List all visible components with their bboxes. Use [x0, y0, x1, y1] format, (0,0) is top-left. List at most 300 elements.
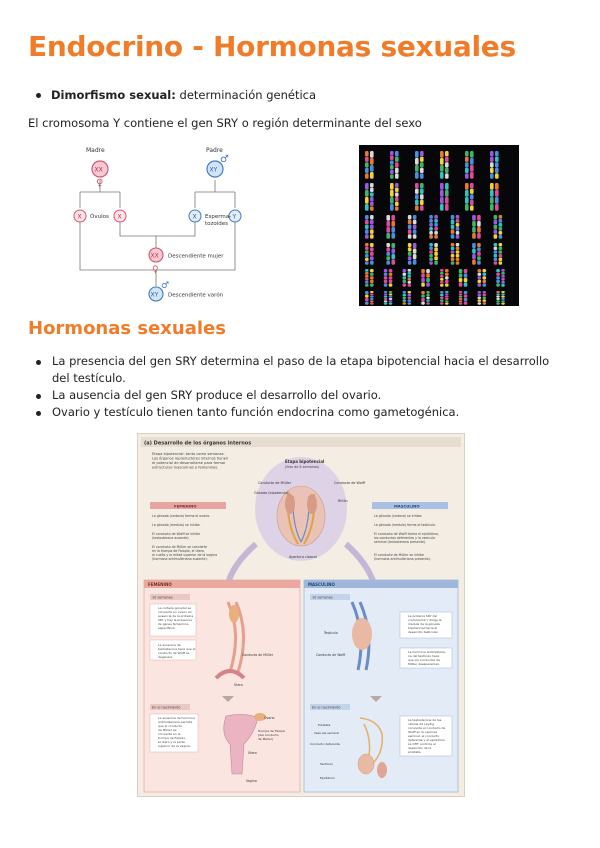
chromosome-band [465, 173, 469, 178]
chromosome-band [456, 247, 460, 250]
chromosome-band [499, 227, 503, 231]
male-symbol-icon: ♂ [220, 154, 229, 165]
ovulos-label: Óvulos [90, 214, 109, 220]
chromosome-band [390, 160, 394, 164]
svg-text:deferente y el epidídimo.: deferente y el epidídimo. [408, 738, 446, 742]
chromosome-band [445, 303, 449, 305]
chromosome-band [483, 299, 487, 302]
chromosome-band [415, 158, 419, 165]
chromosome-band [496, 300, 500, 302]
chromosome-band [429, 235, 433, 239]
chromosome-band [365, 225, 369, 230]
chromosome-band [426, 297, 430, 300]
svg-text:La gónada (corteza) forma el o: La gónada (corteza) forma el ovario. [152, 514, 211, 518]
chromosome-band [415, 183, 419, 188]
chromosome-band [470, 158, 474, 165]
svg-text:Útero: Útero [248, 751, 257, 755]
chromosome-band [415, 205, 419, 210]
chromosome-band [395, 183, 399, 187]
chromosome-band [494, 254, 498, 257]
chromosome-band [408, 294, 412, 297]
chromosome-band [365, 272, 369, 275]
chromosome-band [490, 151, 494, 156]
svg-text:Müller desaparezcan.: Müller desaparezcan. [408, 662, 441, 666]
chromosome-band [490, 173, 494, 178]
svg-text:los conductos deferentes y la: los conductos deferentes y la vesícula [374, 536, 435, 540]
descendiente-varon-label: Descendiente varón [168, 292, 224, 299]
svg-text:Vagina: Vagina [246, 779, 257, 783]
chromosome-band [465, 197, 469, 204]
chromosome-band [365, 204, 369, 211]
chromosome-band [421, 291, 425, 294]
svg-text:degenere.: degenere. [158, 655, 174, 659]
chromosome-band [440, 158, 444, 165]
chromosome-band [413, 254, 417, 259]
chromosome-band [365, 258, 369, 261]
chromosome-band [478, 294, 482, 297]
svg-text:Ovario: Ovario [264, 716, 275, 720]
chromosome-band [386, 227, 390, 233]
chromosome-band [415, 165, 419, 172]
bipotential-organs [277, 486, 325, 546]
chromosome-band [365, 190, 369, 197]
chromosome-band [477, 243, 481, 247]
chromosome-band [370, 197, 374, 201]
chromosome-band [384, 300, 388, 302]
chromosome-band [421, 295, 425, 298]
chromosome-band [389, 280, 393, 283]
chromosome-band [496, 273, 500, 276]
chromosome-band [365, 183, 369, 190]
chromosome-band [464, 283, 468, 287]
chromosome-band [408, 291, 412, 294]
chromosome-band [408, 252, 412, 256]
chromosome-band [429, 231, 433, 235]
chromosome-band [421, 302, 425, 305]
chromosome-band [477, 261, 481, 265]
svg-text:Conducto de Müller: Conducto de Müller [242, 653, 274, 657]
chromosome-band [370, 261, 374, 265]
chromosome-band [408, 297, 412, 300]
chromosome-band [420, 173, 424, 178]
chromosome-band [370, 298, 374, 300]
list-item: La presencia del gen SRY determina el paso de la etapa bipotencial hacia el desarrollo del testículo. [36, 353, 566, 387]
chromosome-band [429, 227, 433, 231]
chromosome-band [465, 183, 469, 190]
chromosome-band [370, 252, 374, 256]
chromosome-band [440, 278, 444, 281]
chromosome-band [365, 220, 369, 225]
chromosome-band [445, 276, 449, 279]
svg-text:Conducto de Wolff: Conducto de Wolff [334, 481, 366, 485]
chromosome-band [370, 280, 374, 283]
chromosome-band [440, 275, 444, 278]
chromosome-band [434, 247, 438, 251]
svg-text:La gónada (medula) se inhibe.: La gónada (medula) se inhibe. [152, 523, 201, 527]
chromosome-band [478, 276, 482, 279]
chromosome-band [470, 183, 474, 188]
svg-text:seminal (testosterona presente: seminal (testosterona presente). [374, 540, 427, 544]
chromosome-band [370, 291, 374, 293]
chromosome-band [420, 189, 424, 194]
chromosome-band [384, 273, 388, 276]
svg-text:♀: ♀ [152, 265, 159, 275]
chromosome-band [494, 258, 498, 261]
chromosome-band [445, 291, 449, 293]
chromosome-band [389, 298, 393, 300]
chromosome-band [440, 197, 444, 204]
svg-text:(hormona antimulleriana presen: (hormona antimulleriana presente). [374, 557, 431, 561]
chromosome-band [478, 299, 482, 302]
chromosome-band [477, 227, 481, 233]
chromosome-band [459, 291, 463, 293]
svg-text:10 semanas: 10 semanas [152, 595, 173, 600]
chromosome-band [459, 303, 463, 305]
chromosome-band [445, 168, 449, 173]
chromosome-band [415, 172, 419, 179]
chromosome-band [365, 269, 369, 272]
chromosome-band [429, 261, 433, 264]
chromosome-band [451, 258, 455, 261]
chromosome-band [403, 276, 407, 279]
svg-text:convierta en la: convierta en la [158, 732, 181, 736]
svg-text:X: X [77, 213, 82, 221]
svg-text:Wolff en la vesícula: Wolff en la vesícula [408, 730, 438, 734]
chromosome-band [420, 151, 424, 156]
chromosome-band [365, 278, 369, 281]
chromosome-band [451, 225, 455, 230]
svg-text:MASCULINO: MASCULINO [308, 582, 335, 587]
chromosome-band [386, 215, 390, 221]
chromosome-band [472, 221, 476, 227]
chromosome-band [370, 215, 374, 220]
chromosome-band [483, 294, 487, 297]
chromosome-band [408, 220, 412, 225]
chromosome-band [499, 254, 503, 257]
svg-text:La ausencia de hormona: La ausencia de hormona [158, 716, 195, 720]
chromosome-band [464, 298, 468, 301]
chromosome-band [429, 219, 433, 223]
chromosome-band [434, 227, 438, 231]
chromosome-band [440, 294, 444, 297]
bullet-dot [36, 93, 41, 98]
chromosome-band [456, 219, 460, 223]
chromosome-band [499, 250, 503, 253]
chromosome-band [495, 162, 499, 167]
chromosome-band [434, 215, 438, 219]
chromosome-band [499, 258, 503, 261]
chromosome-band [445, 197, 449, 204]
svg-text:(del conducto: (del conducto [258, 733, 279, 737]
svg-text:La hormona antimülleria-: La hormona antimülleria- [408, 650, 446, 654]
chromosome-band [413, 234, 417, 239]
chromosome-band [426, 302, 430, 305]
chromosome-band [477, 215, 481, 221]
chromosome-band [390, 156, 394, 160]
svg-text:médula de la gónada: médula de la gónada [408, 622, 440, 626]
svg-text:FEMENINO: FEMENINO [148, 582, 172, 587]
female-symbol-icon: ♀ [96, 178, 104, 189]
svg-text:Gónada (bipotencial): Gónada (bipotencial) [254, 491, 290, 495]
chromosome-band [370, 202, 374, 206]
chromosome-band [384, 283, 388, 286]
chromosome-band [391, 260, 395, 265]
svg-text:Etapa bipotencial: tanto como: Etapa bipotencial: tanto como semanas. [152, 452, 225, 456]
chromosome-band [459, 278, 463, 282]
chromosome-band [490, 157, 494, 162]
chromosome-band [403, 299, 407, 302]
chromosome-band [440, 299, 444, 302]
chromosome-band [434, 261, 438, 265]
chromosome-band [459, 298, 463, 300]
chromosome-band [445, 151, 449, 156]
svg-text:cromosoma Y dirige la: cromosoma Y dirige la [408, 618, 442, 622]
chromosome-band [426, 283, 430, 287]
chromosome-band [470, 200, 474, 205]
chromosome-band [408, 256, 412, 260]
chromosome-band [370, 229, 374, 234]
svg-text:X: X [117, 213, 122, 221]
chromosome-band [495, 168, 499, 173]
chromosome-band [445, 293, 449, 295]
svg-text:♂: ♂ [161, 281, 170, 291]
svg-text:X: X [192, 213, 197, 221]
esperma-label-1: Esperma- [205, 214, 232, 220]
chromosome-band [386, 221, 390, 227]
chromosome-band [429, 254, 433, 257]
chromosome-band [472, 233, 476, 239]
chromosome-band [370, 165, 374, 172]
chromosome-band [445, 190, 449, 197]
chromosome-band [415, 189, 419, 194]
chromosome-band [365, 243, 369, 246]
chromosome-band [464, 269, 468, 273]
chromosome-band [408, 261, 412, 265]
chromosome-band [456, 261, 460, 264]
chromosome-band [490, 162, 494, 167]
chromosome-band [451, 234, 455, 239]
chromosome-band [445, 280, 449, 283]
chromosome-band [501, 296, 505, 298]
chromosome-band [408, 215, 412, 220]
chromosome-band [483, 280, 487, 283]
chromosome-band [408, 275, 412, 278]
karyotype-image [359, 145, 519, 306]
svg-text:na del testículo hace: na del testículo hace [408, 654, 440, 658]
chromosome-band [389, 276, 393, 279]
chromosome-band [459, 274, 463, 278]
chromosome-band [495, 157, 499, 162]
chromosome-band [384, 269, 388, 272]
svg-text:La testosterona de las: La testosterona de las [408, 718, 442, 722]
chromosome-band [395, 151, 399, 156]
chromosome-band [440, 272, 444, 275]
chromosome-band [499, 231, 503, 235]
chromosome-band [451, 229, 455, 234]
chromosome-band [403, 283, 407, 286]
chromosome-band [365, 229, 369, 234]
chromosome-band [426, 269, 430, 273]
svg-text:(hormona antimulleriana ausent: (hormona antimulleriana ausente). [152, 557, 208, 561]
chromosome-band [456, 223, 460, 227]
chromosome-band [395, 157, 399, 162]
chromosome-band [434, 223, 438, 227]
svg-text:el potencial de desarrollarse: el potencial de desarrollarse para formar [152, 461, 226, 465]
chromosome-band [365, 151, 369, 156]
chromosome-band [440, 183, 444, 190]
padre-xy-text: XY [209, 166, 218, 174]
chromosome-band [365, 247, 369, 250]
chromosome-band [451, 215, 455, 220]
svg-text:Epidídimo: Epidídimo [320, 776, 335, 780]
svg-text:Útero: Útero [234, 683, 243, 687]
svg-text:desarrollo de la: desarrollo de la [408, 746, 432, 750]
chromosome-band [426, 291, 430, 294]
chromosome-band [440, 190, 444, 197]
chromosome-band [464, 295, 468, 298]
chromosome-band [440, 291, 444, 294]
chromosome-band [465, 151, 469, 156]
svg-text:El conducto de Wolff se inhibe: El conducto de Wolff se inhibe [152, 532, 201, 536]
chromosome-band [365, 234, 369, 239]
chromosome-band [445, 204, 449, 211]
chromosome-band [413, 243, 417, 248]
chromosome-band [496, 293, 500, 295]
svg-text:el cuello y la mitad superior: el cuello y la mitad superior de la vagina [152, 553, 218, 557]
chromosome-band [495, 190, 499, 197]
chromosome-band [426, 294, 430, 297]
chromosome-band [403, 297, 407, 300]
chromosome-band [384, 296, 388, 298]
chromosome-band [483, 276, 487, 279]
chromosome-band [495, 183, 499, 190]
figure-header: (a) Desarrollo de los órganos internos [144, 440, 252, 447]
chromosome-band [370, 172, 374, 179]
chromosome-band [483, 302, 487, 305]
chromosome-band [470, 194, 474, 199]
svg-text:el útero y la parte: el útero y la parte [158, 740, 185, 744]
chromosome-band [445, 162, 449, 167]
chromosome-band [395, 206, 399, 210]
chromosome-band [403, 302, 407, 305]
chromosome-band [395, 188, 399, 192]
chromosome-band [459, 283, 463, 287]
svg-text:Apertura cloacal: Apertura cloacal [289, 555, 317, 559]
chromosome-band [501, 303, 505, 305]
svg-text:XY: XY [150, 291, 159, 299]
svg-text:En el nacimiento: En el nacimiento [312, 705, 341, 710]
chromosome-band [494, 247, 498, 250]
chromosome-band [434, 235, 438, 239]
svg-text:que los conductos de: que los conductos de [408, 658, 440, 662]
chromosome-band [496, 303, 500, 305]
svg-text:convierte el conducto de: convierte el conducto de [408, 726, 446, 730]
chromosome-band [440, 281, 444, 284]
chromosome-band [501, 293, 505, 295]
chromosome-band [501, 272, 505, 275]
chromosome-band [390, 165, 394, 169]
chromosome-band [386, 261, 390, 265]
chromosome-band [501, 300, 505, 302]
chromosome-band [395, 202, 399, 206]
chromosome-band [390, 204, 394, 211]
chromosome-band [415, 194, 419, 199]
chromosome-band [426, 278, 430, 282]
svg-text:(feto de 6 semanas): (feto de 6 semanas) [285, 465, 320, 469]
chromosome-band [464, 291, 468, 294]
chromosome-band [494, 215, 498, 220]
chromosome-band [494, 261, 498, 264]
chromosome-band [395, 162, 399, 167]
chromosome-band [483, 297, 487, 300]
chromosome-band [494, 250, 498, 253]
svg-text:próstata.: próstata. [408, 750, 422, 754]
chromosome-band [477, 247, 481, 251]
chromosome-band [483, 269, 487, 272]
hormonas-list [36, 353, 566, 421]
svg-text:Etapa bipotencial: Etapa bipotencial [285, 459, 325, 464]
chromosome-band [472, 243, 476, 248]
chromosome-band [421, 274, 425, 278]
chromosome-band [389, 283, 393, 286]
chromosome-band [391, 243, 395, 248]
chromosome-band [496, 280, 500, 283]
svg-text:Testículo: Testículo [324, 631, 338, 635]
svg-text:La gónada (medula) forma el te: La gónada (medula) forma el testículo. [374, 523, 436, 527]
chromosome-band [370, 220, 374, 225]
chromosome-band [413, 225, 417, 230]
svg-text:trompa de Falopio,: trompa de Falopio, [158, 736, 186, 740]
chromosome-band [459, 293, 463, 295]
svg-text:Riñón: Riñón [338, 499, 348, 503]
chromosome-band [390, 183, 394, 190]
chromosome-band [420, 183, 424, 188]
chromosome-band [370, 247, 374, 251]
chromosome-band [408, 299, 412, 302]
chromosome-band [386, 252, 390, 256]
svg-text:Conducto deferente: Conducto deferente [310, 742, 340, 746]
chromosome-band [390, 190, 394, 197]
chromosome-band [451, 261, 455, 264]
chromosome-band [365, 254, 369, 257]
chromosome-band [501, 281, 505, 284]
chromosome-band [421, 298, 425, 301]
chromosome-band [389, 269, 393, 272]
chromosome-band [421, 283, 425, 287]
chromosome-band [370, 243, 374, 247]
chromosome-band [386, 233, 390, 239]
svg-text:ausencia de la proteína: ausencia de la proteína [158, 614, 194, 618]
chromosome-band [370, 269, 374, 272]
chromosome-band [391, 227, 395, 233]
chromosome-band [403, 291, 407, 294]
chromosome-band [365, 295, 369, 298]
chromosome-band [365, 281, 369, 284]
chromosome-band [365, 162, 369, 167]
chromosome-band [408, 284, 412, 287]
chromosome-band [465, 162, 469, 167]
pedigree-diagram [68, 140, 244, 306]
chromosome-band [390, 151, 394, 155]
chromosome-band [501, 278, 505, 281]
chromosome-band [499, 235, 503, 239]
chromosome-band [465, 204, 469, 211]
chromosome-band [386, 247, 390, 251]
chromosome-band [496, 291, 500, 293]
chromosome-band [445, 173, 449, 178]
chromosome-band [365, 173, 369, 178]
chromosome-band [490, 197, 494, 204]
